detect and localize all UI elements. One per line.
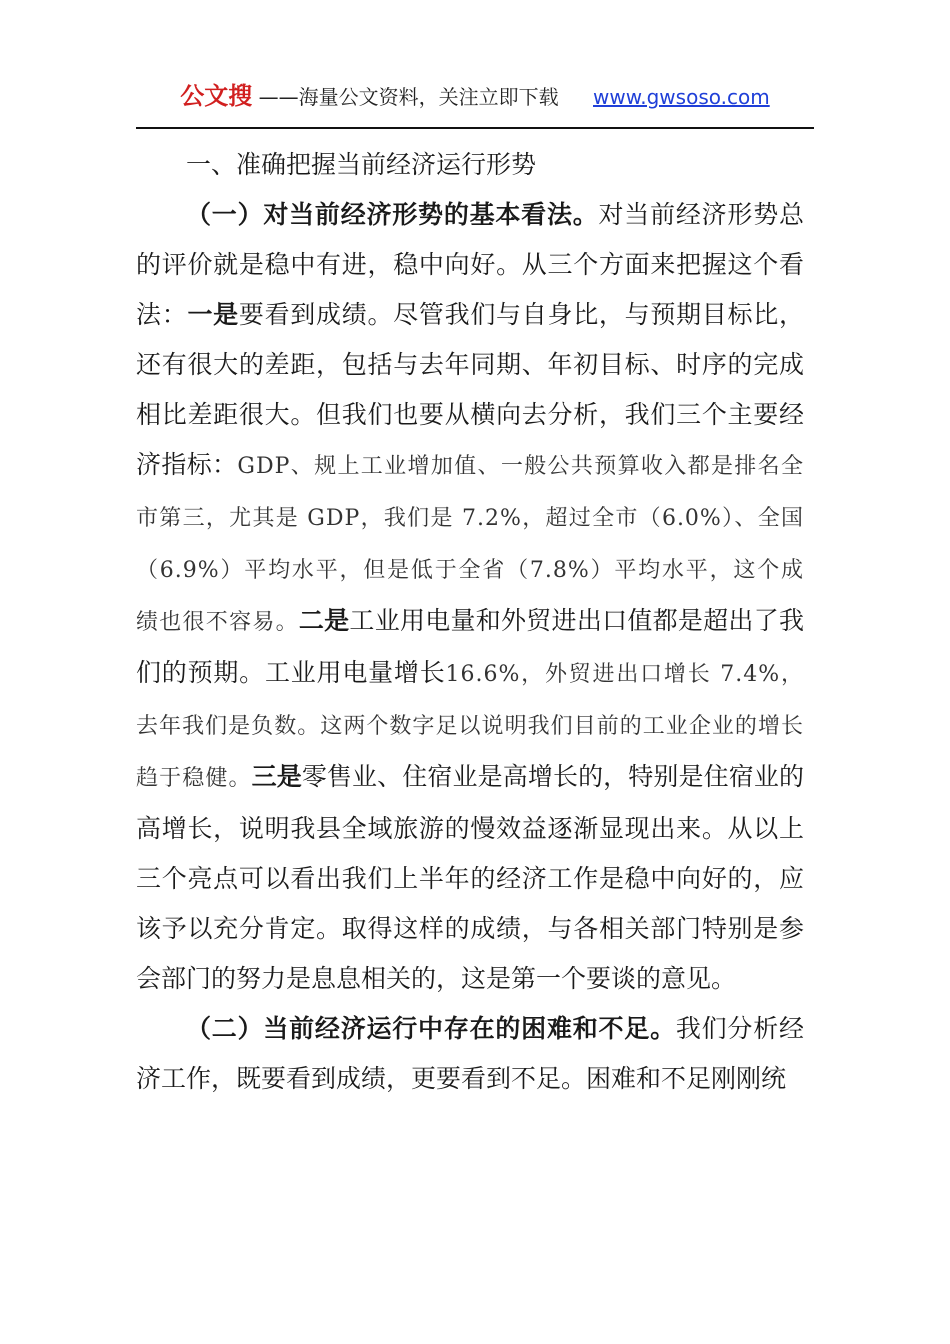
paragraph-text: 对当前经济形势总的评价就是稳中有进，稳中向好。从三个方面来把握这个看法： (136, 200, 804, 329)
paragraph-text: 工业用电量和外贸进出口值都是超出了我们的预期。工业用电量增长 (136, 606, 804, 687)
paragraph-text: 我们分析经济工作，既要看到成绩，更要看到不足。困难和不足刚刚统 (136, 1014, 804, 1093)
paragraph-text-serif: GDP、规上工业增加值、一般公共预算收入都是排名全市第三，尤其是 GDP，我们是 7.2%，超过全市（6.0%）、全国（6.9%）平均水平，但是低于全省（7.8%）平均水平，这个成绩也很不容易。 (136, 454, 804, 635)
point-label-third: 三是 (251, 762, 302, 791)
section-title: 一、准确把握当前经济运行形势 (186, 150, 537, 179)
paragraph-heading: （二）当前经济运行中存在的困难和不足。 (186, 1014, 676, 1043)
brand-logo-text: 公文搜 (180, 82, 253, 110)
paragraph-text: 要看到成绩。尽管我们与自身比，与预期目标比，还有很大的差距，包括与去年同期、年初目标、时序的完成相比差距很大。但我们也要从横向去分析，我们三个主要经济指标： (136, 300, 804, 479)
point-label-first: 一是 (187, 300, 239, 329)
document-header (136, 80, 814, 112)
paragraph-basic-view (136, 190, 804, 1004)
document-body (136, 140, 804, 1104)
website-link[interactable]: www.gwsoso.com (593, 85, 770, 109)
point-label-second: 二是 (298, 606, 350, 635)
header-tagline: ——海量公文资料，关注立即下载 (258, 85, 559, 109)
header-divider (136, 127, 814, 129)
paragraph-heading: （一）对当前经济形势的基本看法。 (186, 200, 599, 229)
paragraph-text: 零售业、住宿业是高增长的，特别是住宿业的高增长，说明我县全域旅游的慢效益逐渐显现出来。从以上三个亮点可以看出我们上半年的经济工作是稳中向好的，应该予以充分肯定。取得这样的成绩，与各相关部门特别是参会部门的努力是息息相关的，这是第一个要谈的意见。 (136, 762, 804, 993)
paragraph-difficulties (136, 1004, 804, 1104)
paragraph-text-serif: 16.6%，外贸进出口增长 7.4%，去年我们是负数。这两个数字足以说明我们目前的工业企业的增长趋于稳健。 (136, 662, 804, 791)
